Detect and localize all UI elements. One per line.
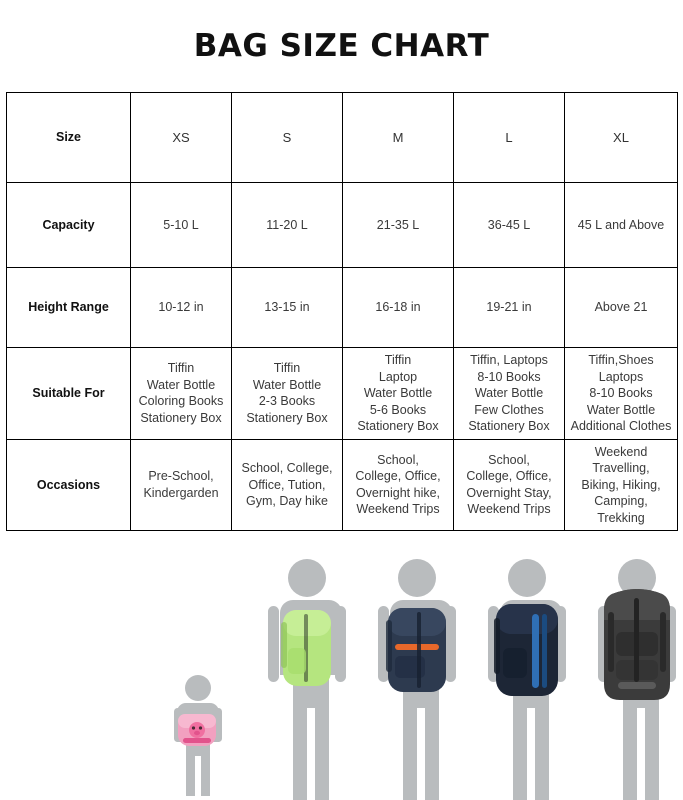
suitable-xs-line-4: Stationery Box — [140, 410, 222, 425]
occasions-s-line-1: School, College, — [241, 461, 333, 475]
suitable-l-line-3: Water Bottle — [474, 386, 544, 400]
occasions-xs-line-2: Kindergarden — [143, 485, 219, 500]
row-label-capacity: Capacity — [7, 183, 131, 268]
child-pink-backpack — [178, 714, 216, 746]
navy-laptop-backpack — [386, 608, 446, 692]
occasions-s-line-3: Gym, Day hike — [246, 494, 328, 508]
row-label-height-range: Height Range — [7, 268, 131, 348]
figure-s-svg — [252, 552, 362, 800]
suitable-l-line-1: Tiffin, Laptops — [470, 353, 548, 367]
suitable-xs-line-1: Tiffin — [167, 361, 195, 376]
dark-blue-large-backpack — [494, 604, 558, 696]
occasions-xs-line-1: Pre-School, — [148, 469, 214, 484]
suitable-m-line-2: Laptop — [378, 369, 418, 384]
suitable-l-line-4: Few Clothes — [474, 402, 544, 417]
figure-illustrations — [0, 528, 683, 800]
occasions-xl-line-5: Trekking — [597, 510, 645, 525]
cell-height-s: 13-15 in — [232, 268, 343, 348]
occasions-l-line-2: College, Office, — [466, 469, 552, 484]
cell-suitable-xs — [131, 348, 232, 440]
suitable-xs-line-3: Coloring Books — [138, 394, 224, 409]
cell-height-xs: 10-12 in — [131, 268, 232, 348]
suitable-xl-line-5: Additional Clothes — [570, 419, 672, 433]
suitable-l-line-2: 8-10 Books — [477, 369, 541, 384]
occasions-s-line-2: Office, Tution, — [248, 477, 326, 492]
suitable-m-line-5: Stationery Box — [357, 419, 439, 433]
suitable-s-line-3: 2-3 Books — [258, 394, 316, 409]
figure-m-svg — [362, 552, 472, 800]
table-row-occasions — [7, 439, 678, 531]
cell-capacity-xl: 45 L and Above — [565, 183, 678, 268]
cell-size-xl: XL — [565, 93, 678, 183]
occasions-l-line-4: Weekend Trips — [467, 502, 551, 517]
cell-height-xl: Above 21 — [565, 268, 678, 348]
suitable-xl-line-1: Tiffin,Shoes — [588, 353, 654, 367]
occasions-xl-line-3: Biking, Hiking, — [581, 477, 661, 492]
occasions-xl-line-1: Weekend — [594, 444, 648, 459]
cell-capacity-xs: 5-10 L — [131, 183, 232, 268]
cell-capacity-m: 21-35 L — [343, 183, 454, 268]
table-row-height-range — [7, 268, 678, 348]
occasions-m-line-3: Overnight hike, — [355, 485, 441, 500]
cell-height-l: 19-21 in — [454, 268, 565, 348]
suitable-xl-line-4: Water Bottle — [586, 402, 656, 417]
suitable-m-line-4: 5-6 Books — [369, 402, 427, 417]
cell-suitable-m — [343, 348, 454, 440]
figure-l — [472, 552, 582, 800]
figure-l-svg — [472, 552, 582, 800]
cell-size-l: L — [454, 93, 565, 183]
table-row-size — [7, 93, 678, 183]
occasions-l-line-1: School, — [488, 452, 530, 467]
row-label-occasions: Occasions — [7, 439, 131, 531]
row-label-size: Size — [7, 93, 131, 183]
occasions-m-line-4: Weekend Trips — [356, 502, 440, 517]
suitable-m-line-3: Water Bottle — [363, 386, 433, 400]
figure-xl-svg — [582, 550, 683, 800]
cell-size-m: M — [343, 93, 454, 183]
green-daypack — [281, 610, 331, 686]
occasions-m-line-1: School, — [377, 452, 419, 467]
cell-size-s: S — [232, 93, 343, 183]
figure-m — [362, 552, 472, 800]
row-label-suitable-for: Suitable For — [7, 348, 131, 440]
table-row-suitable-for — [7, 348, 678, 440]
suitable-s-line-2: Water Bottle — [252, 377, 322, 392]
cell-capacity-s: 11-20 L — [232, 183, 343, 268]
size-chart-table — [6, 92, 678, 531]
figure-xs-svg — [152, 650, 252, 800]
occasions-xl-line-4: Camping, — [594, 494, 648, 508]
cell-occasions-m — [343, 439, 454, 531]
occasions-m-line-2: College, Office, — [355, 469, 441, 484]
page-title: BAG SIZE CHART — [193, 28, 490, 64]
suitable-m-line-1: Tiffin — [384, 353, 412, 367]
figure-xl — [582, 550, 683, 800]
cell-capacity-l: 36-45 L — [454, 183, 565, 268]
cell-occasions-s — [232, 439, 343, 531]
suitable-s-line-1: Tiffin — [273, 361, 301, 376]
cell-occasions-l — [454, 439, 565, 531]
occasions-l-line-3: Overnight Stay, — [466, 485, 552, 500]
suitable-s-line-4: Stationery Box — [246, 410, 328, 425]
cell-suitable-s — [232, 348, 343, 440]
cell-suitable-l — [454, 348, 565, 440]
cell-height-m: 16-18 in — [343, 268, 454, 348]
cell-suitable-xl — [565, 348, 678, 440]
figure-xs — [152, 650, 252, 800]
suitable-l-line-5: Stationery Box — [468, 419, 550, 433]
figure-s — [252, 552, 362, 800]
black-trekking-rucksack — [604, 589, 670, 700]
suitable-xl-line-3: 8-10 Books — [589, 386, 653, 400]
cell-size-xs: XS — [131, 93, 232, 183]
cell-occasions-xl — [565, 439, 678, 531]
occasions-xl-line-2: Travelling, — [592, 461, 650, 475]
suitable-xl-line-2: Laptops — [598, 369, 644, 384]
suitable-xs-line-2: Water Bottle — [146, 377, 216, 392]
table-row-capacity — [7, 183, 678, 268]
cell-occasions-xs — [131, 439, 232, 531]
